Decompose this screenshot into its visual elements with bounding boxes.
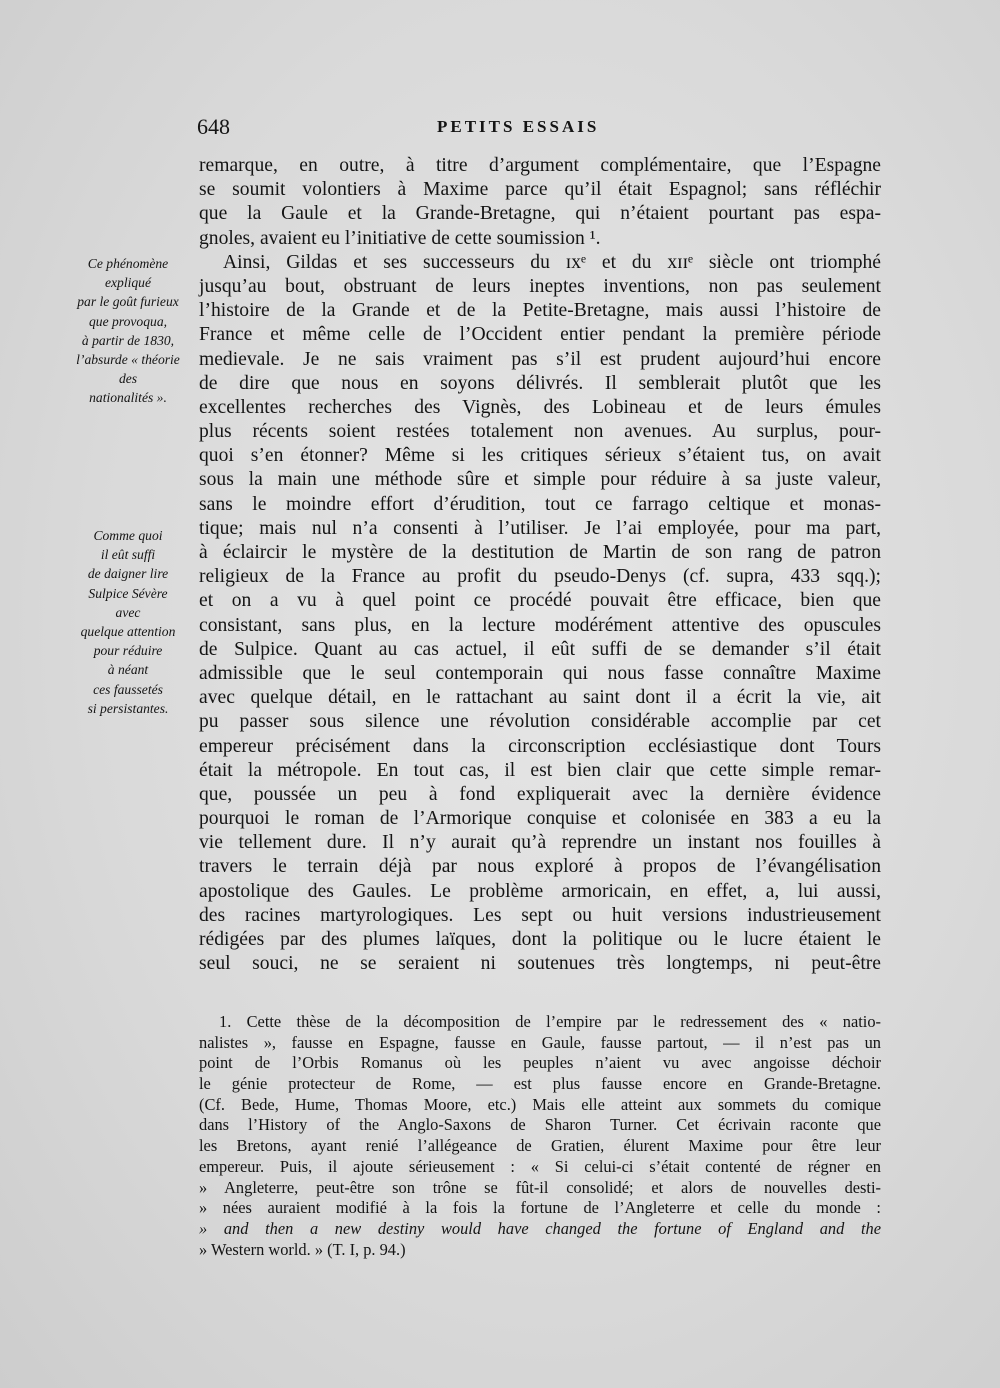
margin-note-2 [62,526,194,718]
footnote-line: » Western world. » (T. I, p. 94.) [199,1239,406,1259]
text-line: des racines martyrologiques. Les sept ou huit versions industrieusement [199,904,881,926]
footnote-line: nalistes », fausse en Espagne, fausse en Gaule, fausse partout, — il n’est pas un [199,1032,881,1052]
margin-note-line: par le goût furieux [77,294,179,310]
text-line: rédigées par des plumes laïques, dont la politique ou le lucre étaient le [199,929,881,950]
main-text [199,154,881,976]
text-line: consistant, sans plus, en la lecture modérément attentive des opuscules [199,614,881,636]
margin-note-line: à partir de 1830, [81,332,175,348]
running-title: PETITS ESSAIS [437,117,600,136]
text-line: empereur précisément dans la circonscription ecclésiastique dont Tours [199,735,881,757]
footnote-line: le génie protecteur de Rome, — est plus fausse encore en Grande-Bretagne. [199,1074,881,1094]
text-line: remarque, en outre, à titre d’argument complémentaire, que l’Espagne [199,155,881,176]
text-line: était la métropole. En tout cas, il est bien clair que cette simple remar- [199,759,881,781]
page-header [197,114,881,144]
text-line: sans le moindre effort d’érudition, tout ce farrago celtique et monas- [199,493,881,515]
footnote-line: » and then a new destiny would have changed the fortune of England and the [199,1218,881,1238]
margin-note-line: à néant [107,662,149,678]
text-line: seul souci, ne se seraient ni soutenues très longtemps, ni peut-être [199,953,881,975]
text-line: vie tellement dure. Il n’y aurait qu’à reprendre un instant nos fouilles à [199,832,881,854]
text-line: à éclaircir le mystère de la destitution de Martin de son rang de patron [199,542,881,563]
margin-note-line: de daigner lire [87,566,169,582]
text-line: tique; mais nul n’a consenti à l’utiliser. Je l’ai employée, pour ma part, [199,517,881,539]
margin-note-line: Ce phénomène [87,256,169,271]
text-line: l’histoire de la Grande et de la Petite-Bretagne, mais aussi l’histoire de [199,300,881,322]
margin-note-line: avec [115,604,141,620]
margin-note-line: ces faussetés [93,681,163,697]
text-line: travers le terrain déjà par nous exploré à propos de l’évangélisation [199,856,881,878]
text-line: Ainsi, Gildas et ses successeurs du ɪxᵉ et du xɪɪᵉ siècle ont triomphé [223,251,881,273]
text-line: apostolique des Gaules. Le problème armoricain, en effet, a, lui aussi, [199,880,881,902]
text-line: que, poussée un peu à fond expliquerait avec la dernière évidence [199,783,881,805]
margin-note-1 [62,254,194,408]
text-line: que la Gaule et la Grande-Bretagne, qui n’étaient pourtant pas espa- [199,203,881,225]
text-line: avec quelque détail, en le rattachant au saint dont il a écrit la vie, ait [199,687,881,709]
footnote-line: les Bretons, ayant renié l’allégeance de Gratien, élurent Maxime pour être leur [199,1136,881,1156]
margin-note-line: il eût suffi [100,547,156,563]
page-number: 648 [197,114,230,139]
text-line: de dire que nous en soyons délivrés. Il semblerait plutôt que les [199,372,881,394]
text-line: admissible que le seul contemporain qui nous fasse connaître Maxime [199,662,881,684]
margin-note-line: si persistantes. [87,700,169,716]
text-line: jusqu’au bout, obstruant de leurs ineptes inventions, non pas seulement [199,275,881,297]
footnote-line: point de l’Orbis Romanus où les peuples n’aient vu avec angoisse déchoir [199,1053,881,1073]
text-line: pourquoi le roman de l’Armorique conquise et colonisée en 383 a eu la [199,808,881,830]
margin-note-line: pour réduire [93,643,163,659]
text-line: excellentes recherches des Vignès, des Lobineau et de leurs émules [199,396,881,418]
margin-note-line: Comme quoi [93,528,163,543]
margin-note-line: quelque attention [80,624,176,640]
text-line: religieux de la France au profit du pseudo-Denys (cf. supra, 433 sqq.); [199,566,881,588]
footnote-line: 1. Cette thèse de la décomposition de l’empire par le redressement des « natio- [219,1012,881,1031]
text-line: France et même celle de l’Occident entier pendant la première période [199,324,881,346]
text-line: quoi s’en étonner? Même si les critiques sérieux s’étaient tus, on avait [199,445,881,467]
text-line: et on a vu à quel point ce procédé pouvait être efficace, bien que [199,590,881,612]
text-line: sous la main une méthode sûre et simple pour réduire à sa juste valeur, [199,469,881,491]
text-line: de Sulpice. Quant au cas actuel, il eût suffi de se demander s’il était [199,638,881,660]
text-line: se soumit volontiers à Maxime parce qu’il était Espagnol; sans réfléchir [199,179,881,201]
footnote-line: dans l’History of the Anglo-Saxons de Sharon Turner. Cet écrivain raconte que [199,1115,881,1135]
footnote-line: (Cf. Bede, Hume, Thomas Moore, etc.) Mais elle atteint aux sommets du comique [199,1094,881,1114]
text-line: plus récents soient restées totalement non avenues. Au surplus, pour- [199,421,881,443]
text-line: gnoles, avaient eu l’initiative de cette soumission ¹. [199,227,601,249]
footnote-line: » Angleterre, peut-être son trône se fût-il consolidé; et alors de nouvelles desti- [199,1177,881,1197]
footnote-line: empereur. Puis, il ajoute sérieusement : « Si celui-ci s’était contenté de régner en [199,1156,881,1176]
text-line: pu passer sous silence une révolution considérable accomplie par cet [199,711,881,733]
margin-note-line: Sulpice Sévère [88,585,168,601]
footnote-line: » nées auraient modifié à la fois la fortune de l’Angleterre et celle du monde : [199,1198,881,1218]
margin-note-line: nationalités ». [89,390,167,406]
margin-note-line: l’absurde « théorie [76,352,180,368]
margin-note-line: que provoqua, [88,313,168,329]
margin-note-line: expliqué [104,275,152,291]
margin-note-line: des [118,371,138,387]
footnote [199,1012,881,1260]
text-line: medievale. Je ne sais vraiment pas s’il est prudent aujourd’hui encore [199,348,881,370]
